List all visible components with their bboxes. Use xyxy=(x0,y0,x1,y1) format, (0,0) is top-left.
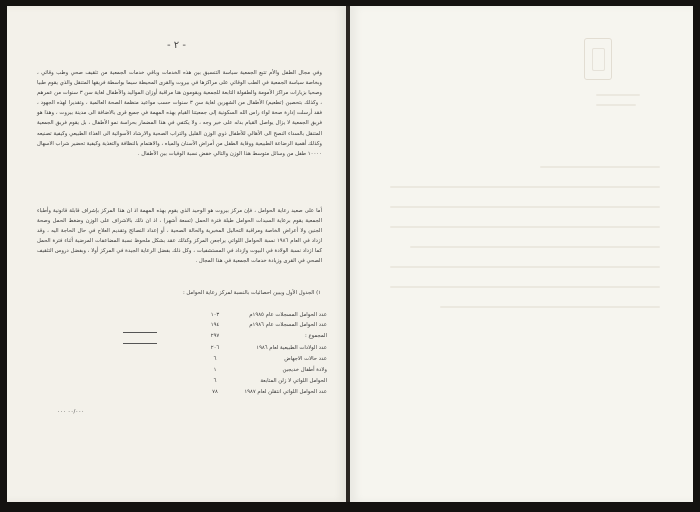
show-through-line xyxy=(390,206,660,208)
body-paragraph-pregnant-care: أما على صعيد رعاية الحوامل ، فإن مركز بيروت هو الوحيد الذي يقوم بهذه المهمة اذ ان هذا المركز بإشراف قابلة قانونية وأطباء الجمعية يقوم برعاية السيدات الحوامل طيلة فترة الحمل (تسعة أشهر) ، اذ ان ذلك بالاشراف على الوزن وضغط الحمل وصحة الجنين ولا أعراض الخاصة ومراقبة التحاليل المخبرية والحالة الصحية ، أو إعداد النصائح وتقديم العلاج في حال الحاجة اليه ، وقد ازداد في العام ١٩٨٦ نسبة الحوامل اللواتي يراجعن المركز وكذلك عقد بشكل ملحوظ نسبة المضاعفات المرضية أثناء فترة الحمل كما ازداد نسبة الولادة في البيوت وازداد في المستشفيات ، وكل ذلك بفضل الرعاية الجيدة في المركز أولا ، وبفضل دروس التثقيف الصحي في القرى وزيادة خدمات الجمعية في هذا المجال . xyxy=(37,208,322,265)
stats-label: عدد الحوامل اللواتي انتقلن لعام ١٩٨٧ xyxy=(244,389,327,395)
show-through-line xyxy=(410,246,660,248)
stats-row xyxy=(103,389,327,398)
stats-label: عدد الولادات الطبيعية لعام ١٩٨٦ xyxy=(256,345,327,351)
stats-row xyxy=(103,312,327,321)
right-page xyxy=(350,6,693,502)
body-paragraph-children-mothers: وفي مجال الطفل والأم تتبع الجمعية سياسة التنسيق بين هذه الخدمات وباقي خدمات الجمعية من تثقيف صحي وطب وقائي ، وبخاصة سياسة الجمعية في الطب الوقائي على مراكزها في بيروت والقرى المحيطة سيما بواسطة فريقها المتنقل والذي يقوم طبيا وصحيا بزيارات مراكز الأمومة والطفولة التابعة للجمعية ويقومون هنا مراقبة أوزان المواليد والأطفال لغاية سن ٣ سنوات من عمرهم ، وكذلك بتحصين (تطعيم) الأطفال من الشهرين لغاية سن ٣ سنوات حسب مواعيد منظمة الصحة العالمية ، وتقديرا لهذه الجهود ، فقد أرسلت إدارة صحة لواء راس الله السكونية إلى جمعيتنا القيام بهذه المهمة في جميع قرى بالاضافة الى مدينة بيروت ، وهذا هو فريق الجمعية لا يزال يواصل القيام بدله على خير وجه ، ولا يكتفي في هذا المضمار بحراسة نمو الأطفال ، بل يقوم فريق الجمعية المتنقل بالسداء النصح الى الأهالي للأطفال ذوي الوزن القليل والتراب الصحية والارشاد الأسوائية الى الغذاء الطبيعي وكيفية تصنيعه وكذلك أهمية الرضاعة الطبيعية ووقاية الطفل من أمراض الأسنان والمياه ، والاهتمام بالنظافة والتغذية وكيفية تحضير شراب الاسهال ١٠٠٠٠ طفل من وسائل متوسط هذا الوزن والتالي خفض نسبة الوفيات بين الأطفال . xyxy=(37,70,322,157)
stats-row xyxy=(103,322,327,331)
show-through-line xyxy=(540,166,660,168)
stats-label: ولادة أطفال خديجين xyxy=(282,367,327,373)
stats-value: ٦ xyxy=(213,356,217,362)
stats-row xyxy=(103,378,327,387)
left-page xyxy=(7,6,347,502)
stats-table-title: ١) الجدول الأول ويبين احصائيات بالنسبة لمركز رعاية الحوامل : xyxy=(182,290,321,296)
show-through-line xyxy=(596,104,636,106)
sum-divider xyxy=(123,343,157,344)
stats-value: ٦ xyxy=(213,378,217,384)
show-through-line xyxy=(390,226,660,228)
stats-label: عدد الحوامل المسجلات عام ١٩٨٦م xyxy=(249,322,327,328)
continuation-mark: ٠٠/٠٠٠ ٠٠٠ xyxy=(57,409,85,415)
stats-value: ١٩٤ xyxy=(210,322,220,328)
stats-row xyxy=(103,367,327,376)
show-through-line xyxy=(390,286,660,288)
show-through-line xyxy=(440,306,660,308)
stats-value: ١ xyxy=(213,367,217,373)
stats-value: ٧٨ xyxy=(212,389,218,395)
stats-row xyxy=(103,333,327,342)
stats-row xyxy=(103,356,327,365)
show-through-line xyxy=(596,94,640,96)
stats-value: ٢٩٧ xyxy=(210,333,220,339)
show-through-emblem xyxy=(584,38,612,80)
show-through-line xyxy=(390,266,660,268)
stats-label: الحوامل اللواتي لا زلن المتابعة xyxy=(260,378,327,384)
stats-label: المجموع : xyxy=(305,333,327,339)
stats-label: عدد حالات الاجهاض xyxy=(284,356,327,362)
stats-value: ١٠٣ xyxy=(210,312,220,318)
stats-row xyxy=(103,345,327,354)
show-through-line xyxy=(390,186,660,188)
page-number: - ٢ - xyxy=(167,40,186,51)
stats-label: عدد الحوامل المسجلات عام ١٩٨٥م xyxy=(249,312,327,318)
stats-value: ٢٠٦ xyxy=(210,345,220,351)
